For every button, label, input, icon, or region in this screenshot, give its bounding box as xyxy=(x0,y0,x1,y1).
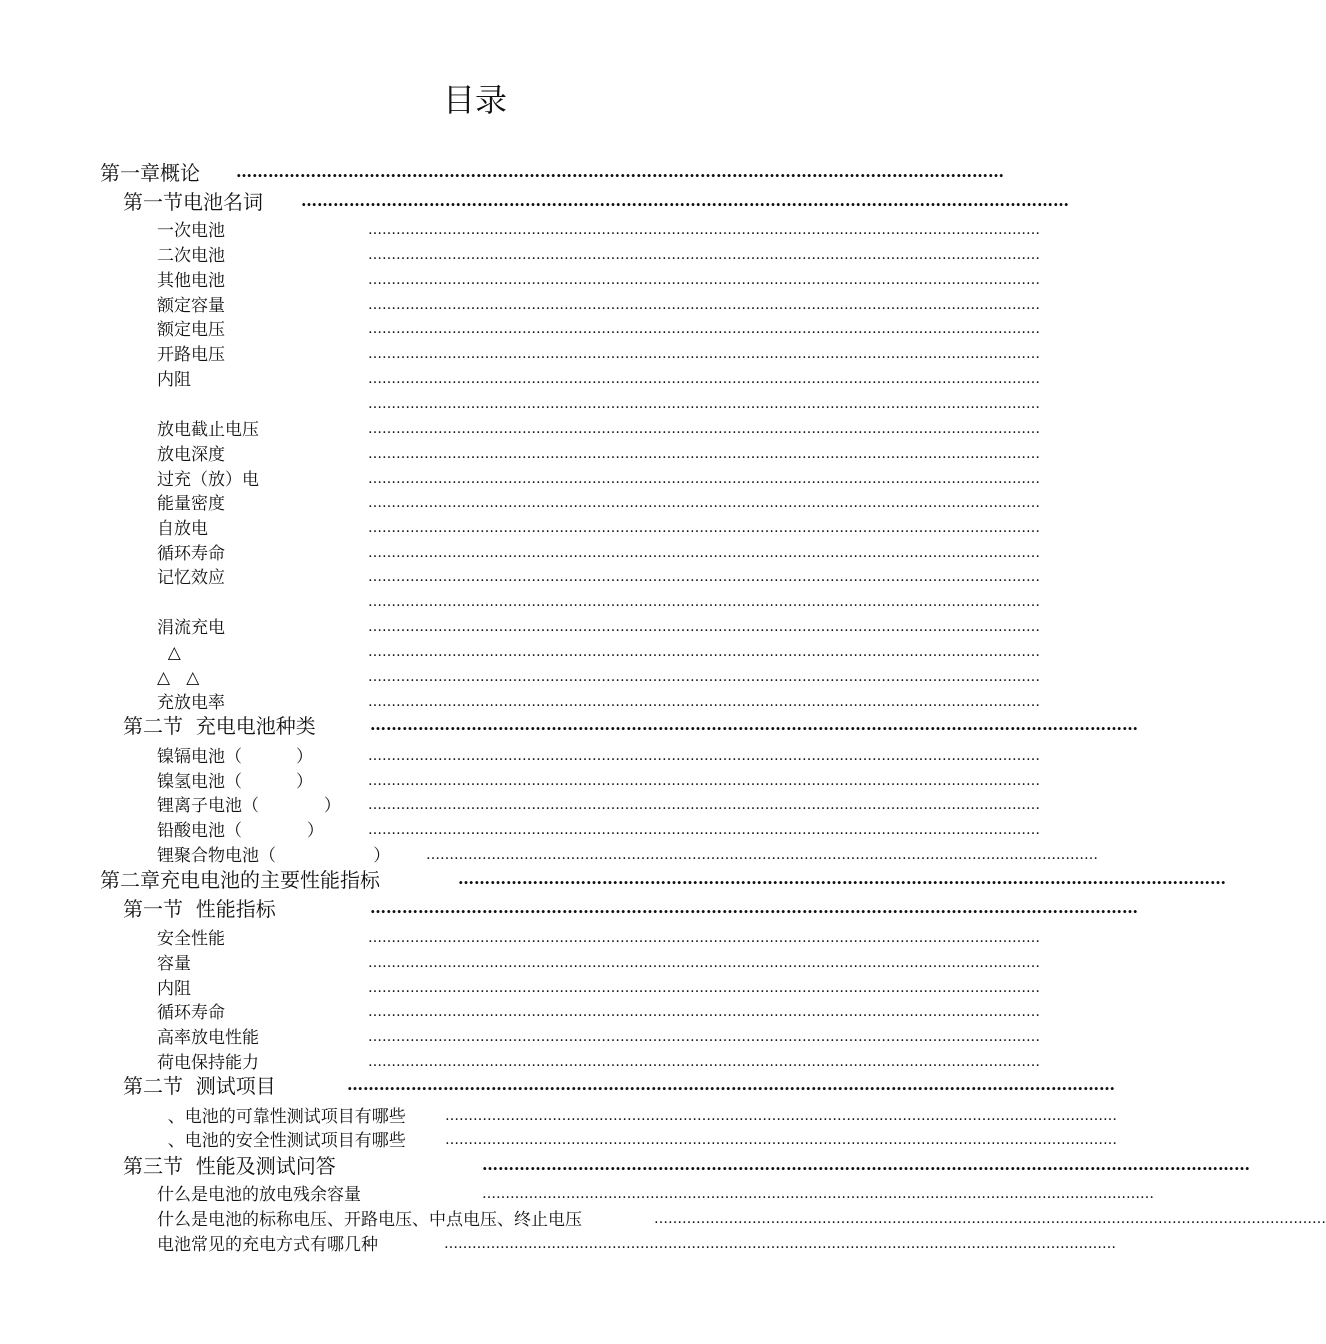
toc-entry[interactable] xyxy=(157,691,1040,715)
toc-entry[interactable] xyxy=(157,468,1040,492)
toc-entry-label: 内阻 xyxy=(157,979,191,999)
toc-entry-label: 第一节电池名词 xyxy=(123,190,263,214)
toc-entry[interactable] xyxy=(157,770,1040,794)
toc-entry-label: 放电截止电压 xyxy=(157,420,259,440)
dot-leader: ……………………………………………………………………………………………………………………………… xyxy=(368,1054,1040,1070)
dot-leader: ……………………………………………………………………………………………………………………………… xyxy=(236,162,1004,181)
toc-entry-label: 内阻 xyxy=(157,370,191,390)
toc-entry-label: 什么是电池的标称电压、开路电压、中点电压、终止电压 xyxy=(157,1210,582,1230)
toc-entry-label: 第二节 测试项目 xyxy=(123,1074,276,1098)
toc-entry-label: 额定容量 xyxy=(157,296,225,316)
toc-entry[interactable] xyxy=(157,616,1040,640)
dot-leader: ……………………………………………………………………………………………………………………………… xyxy=(370,715,1138,734)
toc-entry[interactable] xyxy=(100,161,1004,185)
toc-entry-label: 循环寿命 xyxy=(157,1003,225,1023)
toc-entry[interactable] xyxy=(157,1001,1040,1025)
toc-entry-label: 第一节 性能指标 xyxy=(123,897,276,921)
dot-leader: ……………………………………………………………………………………………………………………………… xyxy=(368,822,1040,838)
dot-leader: ……………………………………………………………………………………………………………………………… xyxy=(368,619,1040,635)
toc-entry[interactable] xyxy=(123,714,1138,738)
toc-entry[interactable] xyxy=(157,952,1040,976)
toc-entry[interactable] xyxy=(100,868,1226,892)
dot-leader: ……………………………………………………………………………………………………………………………… xyxy=(368,495,1040,511)
toc-entry[interactable] xyxy=(157,244,1040,268)
dot-leader: ……………………………………………………………………………………………………………………………… xyxy=(368,955,1040,971)
toc-entry-label: 镍氢电池（ ） xyxy=(157,772,314,792)
toc-entry[interactable] xyxy=(157,492,1040,516)
toc-entry[interactable] xyxy=(157,517,1040,541)
dot-leader: ……………………………………………………………………………………………………………………………… xyxy=(368,644,1040,660)
toc-entry-label: 安全性能 xyxy=(157,929,225,949)
dot-leader: ……………………………………………………………………………………………………………………………… xyxy=(654,1211,1326,1227)
toc-entry-label: 二次电池 xyxy=(157,246,225,266)
dot-leader: ……………………………………………………………………………………………………………………………… xyxy=(368,222,1040,238)
toc-entry[interactable] xyxy=(157,1129,1117,1153)
toc-entry[interactable] xyxy=(157,1208,1326,1232)
toc-entry[interactable] xyxy=(157,666,1040,690)
toc-entry[interactable] xyxy=(157,542,1040,566)
dot-leader: ……………………………………………………………………………………………………………………………… xyxy=(368,446,1040,462)
toc-entry[interactable] xyxy=(157,368,1040,392)
toc-entry-label: 第二章充电电池的主要性能指标 xyxy=(100,868,380,892)
toc-entry[interactable] xyxy=(123,1154,1250,1178)
dot-leader: ……………………………………………………………………………………………………………………………… xyxy=(368,748,1040,764)
dot-leader: ……………………………………………………………………………………………………………………………… xyxy=(368,1029,1040,1045)
toc-entry-label: 镍镉电池（ ） xyxy=(157,747,314,767)
toc-entry[interactable] xyxy=(157,745,1040,769)
toc-entry-label: 第二节 充电电池种类 xyxy=(123,714,316,738)
toc-entry[interactable] xyxy=(157,591,1040,615)
toc-entry-label: 额定电压 xyxy=(157,320,225,340)
toc-entry-label: 什么是电池的放电残余容量 xyxy=(157,1185,361,1205)
dot-leader: ……………………………………………………………………………………………………………………………… xyxy=(368,545,1040,561)
dot-leader: ……………………………………………………………………………………………………………………………… xyxy=(368,272,1040,288)
toc-entry-label: 能量密度 xyxy=(157,494,225,514)
toc-entry[interactable] xyxy=(157,566,1040,590)
toc-entry[interactable] xyxy=(157,819,1040,843)
toc-entry[interactable] xyxy=(157,418,1040,442)
toc-entry-label: 充放电率 xyxy=(157,693,225,713)
dot-leader: ……………………………………………………………………………………………………………………………… xyxy=(368,421,1040,437)
dot-leader: ……………………………………………………………………………………………………………………………… xyxy=(482,1186,1154,1202)
page-title: 目录 xyxy=(442,81,507,119)
toc-entry-label: 锂离子电池（ ） xyxy=(157,796,341,816)
toc-entry[interactable] xyxy=(123,1074,1115,1098)
toc-entry[interactable] xyxy=(157,794,1040,818)
dot-leader: ……………………………………………………………………………………………………………………………… xyxy=(368,797,1040,813)
toc-entry[interactable] xyxy=(157,1233,1116,1257)
toc-entry[interactable] xyxy=(157,219,1040,243)
toc-entry-label: △ △ xyxy=(157,668,200,688)
toc-entry-label: 记忆效应 xyxy=(157,568,225,588)
toc-entry-label: 第三节 性能及测试问答 xyxy=(123,1154,336,1178)
toc-entry-label: 铅酸电池（ ） xyxy=(157,821,324,841)
toc-entry[interactable] xyxy=(157,1051,1040,1075)
toc-entry[interactable] xyxy=(157,343,1040,367)
dot-leader: ……………………………………………………………………………………………………………………………… xyxy=(445,1108,1117,1124)
dot-leader: ……………………………………………………………………………………………………………………………… xyxy=(368,321,1040,337)
toc-entry-label: 荷电保持能力 xyxy=(157,1053,259,1073)
toc-entry-label: 涓流充电 xyxy=(157,618,225,638)
toc-entry-label: 一次电池 xyxy=(157,221,225,241)
toc-entry[interactable] xyxy=(157,318,1040,342)
toc-entry-label: 开路电压 xyxy=(157,345,225,365)
dot-leader: ……………………………………………………………………………………………………………………………… xyxy=(426,847,1098,863)
dot-leader: ……………………………………………………………………………………………………………………………… xyxy=(368,247,1040,263)
dot-leader: ……………………………………………………………………………………………………………………………… xyxy=(301,191,1069,210)
dot-leader: ……………………………………………………………………………………………………………………………… xyxy=(368,396,1040,412)
dot-leader: ……………………………………………………………………………………………………………………………… xyxy=(368,346,1040,362)
dot-leader: ……………………………………………………………………………………………………………………………… xyxy=(368,980,1040,996)
dot-leader: ……………………………………………………………………………………………………………………………… xyxy=(368,773,1040,789)
dot-leader: ……………………………………………………………………………………………………………………………… xyxy=(368,594,1040,610)
dot-leader: ……………………………………………………………………………………………………………………………… xyxy=(444,1236,1116,1252)
toc-entry-label: 第一章概论 xyxy=(100,161,200,185)
toc-entry-label: 容量 xyxy=(157,954,191,974)
dot-leader: ……………………………………………………………………………………………………………………………… xyxy=(368,297,1040,313)
toc-entry[interactable] xyxy=(123,897,1138,921)
toc-entry[interactable] xyxy=(157,641,1040,665)
dot-leader: ……………………………………………………………………………………………………………………………… xyxy=(370,898,1138,917)
dot-leader: ……………………………………………………………………………………………………………………………… xyxy=(368,1004,1040,1020)
toc-entry-label: 锂聚合物电池（ ） xyxy=(157,846,391,866)
dot-leader: ……………………………………………………………………………………………………………………………… xyxy=(482,1155,1250,1174)
toc-entry[interactable] xyxy=(157,1026,1040,1050)
toc-entry[interactable] xyxy=(157,393,1040,417)
dot-leader: ……………………………………………………………………………………………………………………………… xyxy=(368,520,1040,536)
toc-entry-label: 其他电池 xyxy=(157,271,225,291)
toc-entry[interactable] xyxy=(157,443,1040,467)
toc-entry-label: 循环寿命 xyxy=(157,544,225,564)
toc-entry-label: 电池常见的充电方式有哪几种 xyxy=(157,1235,378,1255)
toc-entry-label: 、电池的安全性测试项目有哪些 xyxy=(157,1131,406,1151)
toc-entry[interactable] xyxy=(157,844,1098,868)
toc-entry[interactable] xyxy=(157,1105,1117,1129)
dot-leader: ……………………………………………………………………………………………………………………………… xyxy=(368,371,1040,387)
toc-entry[interactable] xyxy=(157,977,1040,1001)
toc-entry-label: 高率放电性能 xyxy=(157,1028,259,1048)
toc-entry[interactable] xyxy=(157,927,1040,951)
dot-leader: ……………………………………………………………………………………………………………………………… xyxy=(368,471,1040,487)
toc-entry[interactable] xyxy=(157,1183,1154,1207)
dot-leader: ……………………………………………………………………………………………………………………………… xyxy=(445,1132,1117,1148)
dot-leader: ……………………………………………………………………………………………………………………………… xyxy=(368,669,1040,685)
dot-leader: ……………………………………………………………………………………………………………………………… xyxy=(347,1075,1115,1094)
toc-entry-label: 自放电 xyxy=(157,519,208,539)
toc-entry[interactable] xyxy=(157,269,1040,293)
dot-leader: ……………………………………………………………………………………………………………………………… xyxy=(368,694,1040,710)
toc-entry-label: 过充（放）电 xyxy=(157,470,259,490)
toc-entry[interactable] xyxy=(157,294,1040,318)
dot-leader: ……………………………………………………………………………………………………………………………… xyxy=(458,869,1226,888)
toc-entry-label: 、电池的可靠性测试项目有哪些 xyxy=(157,1107,406,1127)
toc-entry[interactable] xyxy=(123,190,1069,214)
toc-entry-label: 放电深度 xyxy=(157,445,225,465)
toc-entry-label: △ xyxy=(157,643,181,663)
dot-leader: ……………………………………………………………………………………………………………………………… xyxy=(368,569,1040,585)
dot-leader: ……………………………………………………………………………………………………………………………… xyxy=(368,930,1040,946)
